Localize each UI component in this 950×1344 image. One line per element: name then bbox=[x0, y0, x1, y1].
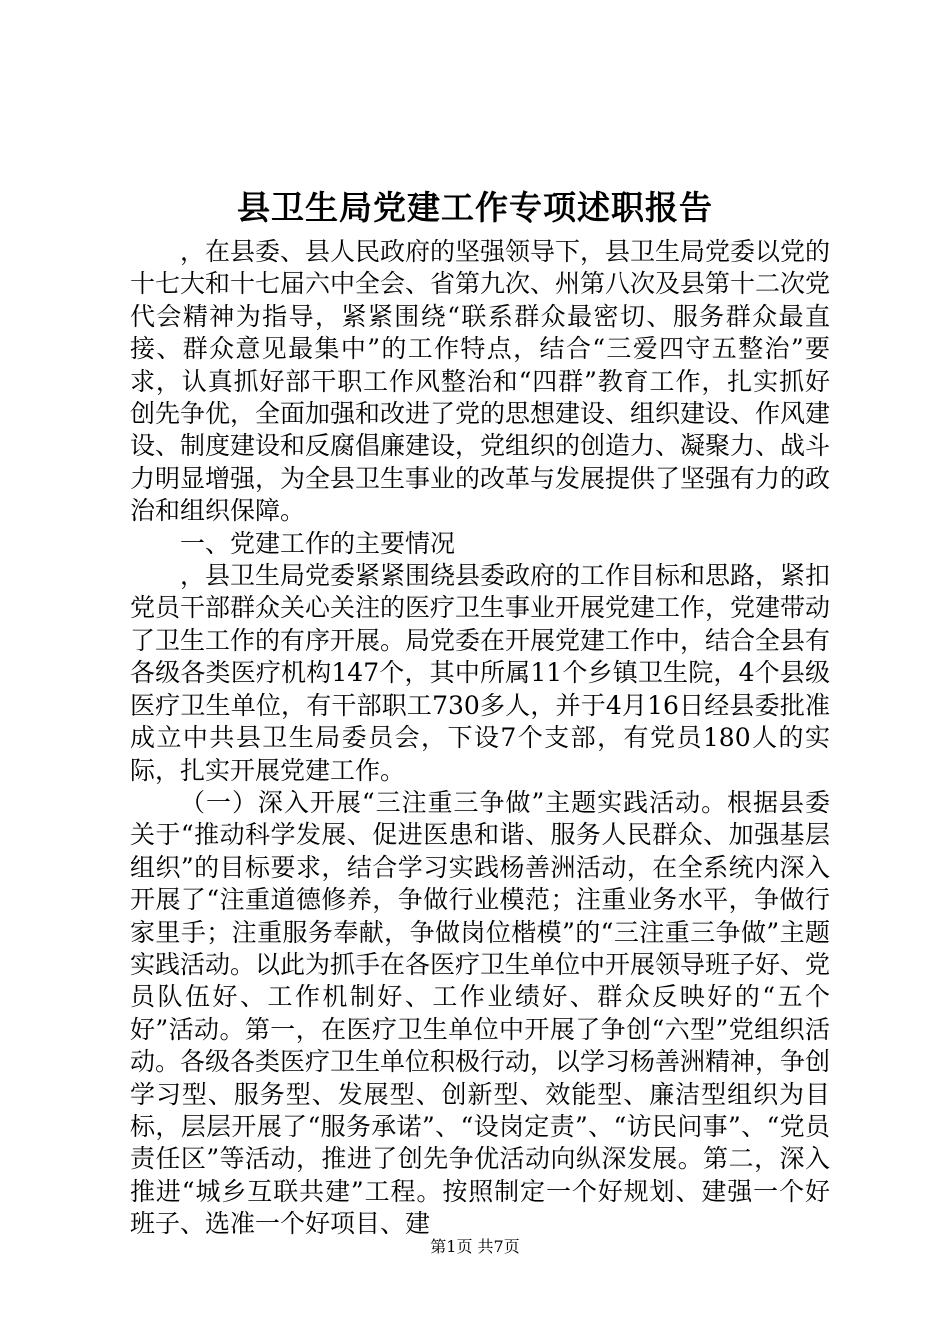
paragraph-activities: （一）深入开展“三注重三争做”主题实践活动。根据县委关于“推动科学发展、促进医患和谐、服务人民群众、加强基层组织”的目标要求，结合学习实践杨善洲活动，在全系统内深入开展了“注重道德修养，争做行业模范；注重业务水平，争做行家里手；注重服务奉献，争做岗位楷模”的“三注重三争做”主题实践活动。以此为抓手在各医疗卫生单位中开展领导班子好、党员队伍好、工作机制好、工作业绩好、群众反映好的“五个好”活动。第一，在医疗卫生单位中开展了争创“六型”党组织活动。各级各类医疗卫生单位积极行动，以学习杨善洲精神，争创学习型、服务型、发展型、创新型、效能型、廉洁型组织为目标，层层开展了“服务承诺”、“设岗定责”、“访民问事”、“党员责任区”等活动，推进了创先争优活动向纵深发展。第二，深入推进“城乡互联共建”工程。按照制定一个好规划、建强一个好班子、选准一个好项目、建 bbox=[130, 787, 831, 1239]
document-title: 县卫生局党建工作专项述职报告 bbox=[237, 188, 713, 227]
section-heading: 一、党建工作的主要情况 bbox=[180, 528, 456, 558]
page-footer: 第1页 共7页 bbox=[430, 1237, 520, 1256]
document-body bbox=[130, 236, 830, 1241]
paragraph-overview: ，县卫生局党委紧紧围绕县委政府的工作目标和思路，紧扣党员干部群众关心关注的医疗卫生事业开展党建工作，党建带动了卫生工作的有序开展。局党委在开展党建工作中，结合全县有各级各类医疗机构147个，其中所属11个乡镇卫生院，4个县级医疗卫生单位，有干部职工730多人，并于4月16日经县委批准成立中共县卫生局委员会，下设7个支部，有党员180人的实际，扎实开展党建工作。 bbox=[130, 561, 831, 785]
paragraph-intro: ，在县委、县人民政府的坚强领导下，县卫生局党委以党的十七大和十七届六中全会、省第九次、州第八次及县第十二次党代会精神为指导，紧紧围绕“联系群众最密切、服务群众最直接、群众意见最集中”的工作特点，结合“三爱四守五整治”要求，认真抓好部干职工作风整治和“四群”教育工作，扎实抓好创先争优，全面加强和改进了党的思想建设、组织建设、作风建设、制度建设和反腐倡廉建设，党组织的创造力、凝聚力、战斗力明显增强，为全县卫生事业的改革与发展提供了坚强有力的政治和组织保障。 bbox=[130, 237, 831, 526]
